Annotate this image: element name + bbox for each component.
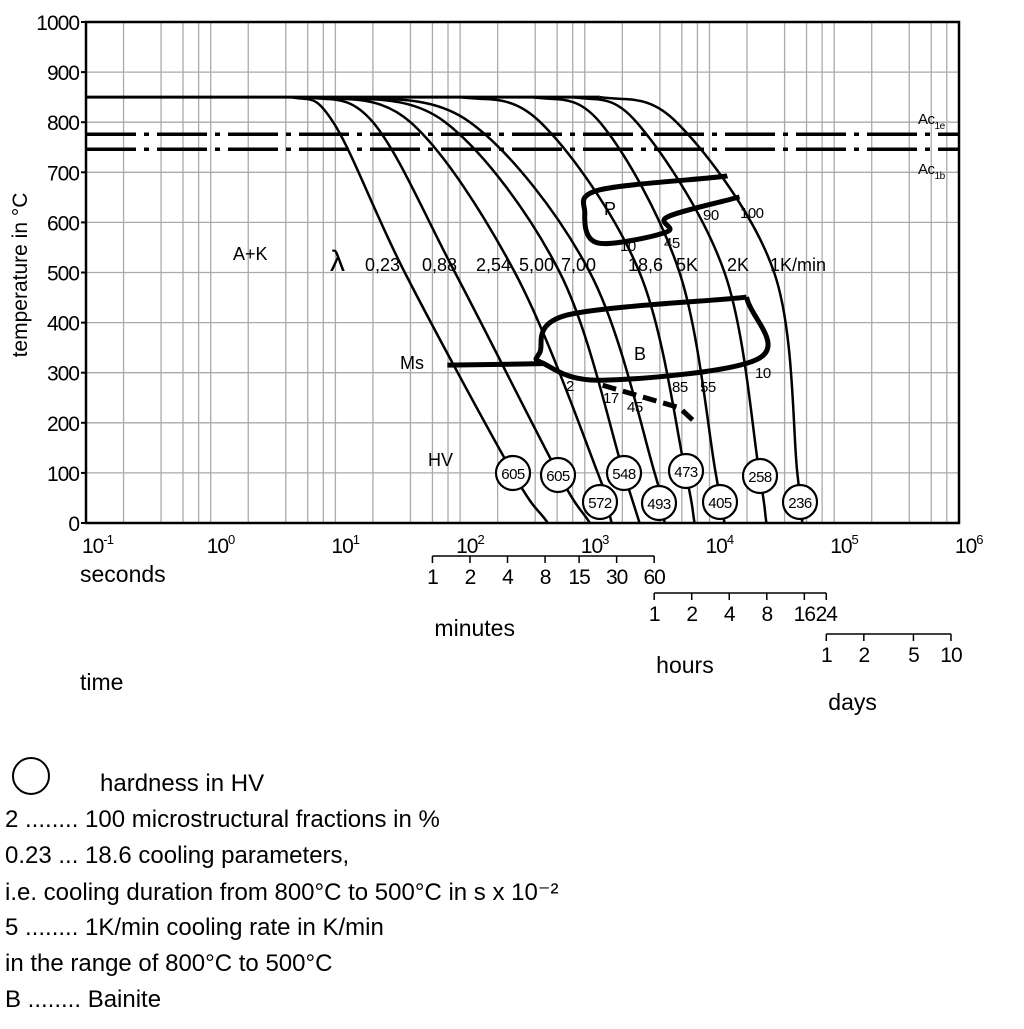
x-axis-label: time [80, 669, 124, 695]
hardness-value: 405 [708, 495, 732, 512]
bainite-fraction-label: 85 [672, 379, 688, 396]
hardness-value: 605 [546, 468, 570, 485]
x-tick-label: $10^{-1}$ [82, 532, 113, 558]
pearlite-fraction-label: 10 [620, 238, 636, 255]
bainite-fraction-label: 2 [566, 378, 574, 395]
y-tick-label: 0 [68, 513, 79, 536]
scale-tick-label: 60 [643, 566, 665, 589]
x-tick-label: $10^6$ [954, 532, 983, 558]
cooling-parameter-label: 1K/min [770, 255, 827, 275]
cooling-parameter-label: 2,54 [476, 255, 512, 275]
scale-tick-label: 4 [723, 603, 735, 626]
scale-tick-label: 1 [648, 603, 660, 626]
cooling-parameter-label: 5,00 [519, 255, 555, 275]
scale-tick-label: 2 [686, 603, 698, 626]
scale-tick-label: 10 [940, 644, 962, 667]
scale-tick-label: 8 [539, 566, 551, 589]
y-tick-label: 500 [46, 262, 79, 286]
ms-line [447, 364, 543, 366]
region-label-pearlite: P [604, 199, 617, 219]
region-label-bainite: B [634, 344, 647, 364]
y-tick-label: 1000 [36, 12, 79, 35]
hardness-value: 548 [612, 466, 636, 483]
scale-tick-label: 5 [908, 644, 919, 667]
cooling-parameter-label: 18,6 [628, 255, 664, 275]
scale-name-minutes: minutes [434, 615, 515, 641]
scale-tick-label: 2 [858, 644, 870, 667]
legend-line: 5 ........ 1K/min cooling rate in K/min [5, 914, 384, 941]
cooling-parameter-label: 2K [727, 255, 750, 275]
legend-line: 0.23 ... 18.6 cooling parameters, [5, 842, 350, 869]
hardness-value: 236 [788, 495, 812, 512]
legend-hardness: hardness in HV [100, 770, 265, 797]
x-tick-label: $10^3$ [580, 532, 609, 558]
scale-tick-label: 16 [793, 603, 816, 626]
scale-tick-label: 1 [820, 644, 832, 667]
cooling-parameter-label: 7,00 [561, 255, 597, 275]
scale-tick-label: 30 [605, 566, 628, 589]
cooling-parameter-label: 0,23 [365, 255, 401, 275]
y-axis-label: temperature in °C [9, 192, 32, 358]
legend-line: B ........ Bainite [5, 986, 162, 1013]
hardness-value: 258 [748, 469, 772, 486]
hardness-value: 572 [588, 495, 612, 512]
legend-line: 2 ........ 100 microstructural fractions in % [5, 806, 440, 833]
hardness-value: 473 [674, 464, 698, 481]
cooling-curve [315, 97, 611, 523]
pearlite-fraction-label: 100 [740, 205, 764, 222]
x-unit-seconds: seconds [80, 561, 166, 587]
scale-tick-label: 24 [815, 603, 837, 626]
x-tick-label: $10^1$ [331, 532, 359, 558]
lambda-symbol: λ [330, 245, 345, 278]
legend-line: i.e. cooling duration from 800°C to 500°C in s x 10⁻² [5, 879, 559, 906]
ms-label: Ms [400, 353, 424, 373]
hardness-label: HV [428, 450, 454, 470]
y-tick-label: 600 [46, 212, 79, 236]
hardness-circle-icon [12, 757, 50, 795]
cooling-parameter-label: 0,88 [422, 255, 458, 275]
scale-name-hours: hours [656, 652, 714, 678]
hardness-value: 493 [647, 496, 671, 513]
bainite-fraction-label: 17 [603, 390, 619, 407]
critical-label-1b: $Ac_{1b}$ [918, 161, 945, 182]
hardness-value: 605 [501, 466, 525, 483]
region-label-austenite-carbide: A+K [233, 244, 268, 264]
scale-name-days: days [828, 689, 877, 715]
scale-tick-label: 15 [568, 566, 590, 589]
y-tick-label: 700 [46, 162, 79, 186]
y-tick-label: 100 [46, 462, 79, 486]
y-tick-label: 200 [46, 412, 79, 436]
critical-label-1e: $Ac_{1e}$ [918, 111, 945, 132]
scale-tick-label: 4 [502, 566, 513, 589]
scale-tick-label: 1 [427, 566, 438, 589]
legend-line: in the range of 800°C to 500°C [5, 950, 333, 977]
x-tick-label: $10^4$ [705, 532, 734, 558]
x-tick-label: $10^5$ [830, 532, 858, 558]
scale-tick-label: 8 [761, 603, 773, 626]
y-tick-label: 400 [46, 312, 79, 336]
x-tick-label: $10^0$ [206, 532, 235, 558]
bainite-fraction-label: 10 [755, 365, 771, 382]
pearlite-fraction-label: 90 [703, 207, 719, 224]
pearlite-fraction-label: 45 [664, 235, 680, 252]
y-tick-label: 300 [46, 362, 79, 386]
x-tick-label: $10^2$ [456, 532, 484, 558]
y-tick-label: 900 [46, 62, 79, 86]
bainite-fraction-label: 55 [700, 379, 716, 396]
cooling-parameter-label: 5K [676, 255, 699, 275]
y-tick-label: 800 [46, 112, 79, 136]
scale-tick-label: 2 [464, 566, 476, 589]
bainite-fraction-label: 45 [627, 399, 643, 416]
